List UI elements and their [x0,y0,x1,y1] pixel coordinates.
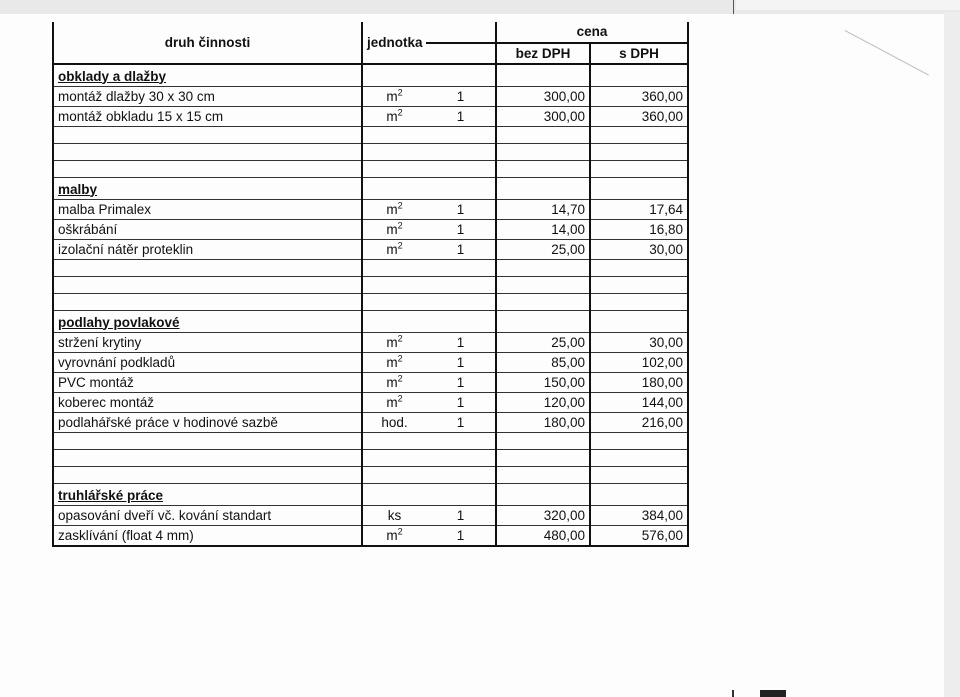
item-qty: 1 [426,413,496,433]
table-row [53,333,688,353]
item-price-vat: 384,00 [590,506,688,526]
unit-text: ks [387,507,402,523]
item-qty: 1 [426,373,496,393]
item-unit [362,87,426,107]
empty-cell [496,450,590,467]
section-title: malby [53,178,362,200]
empty-cell [496,433,590,450]
empty-cell [362,294,426,311]
scan-edge-right [944,12,960,697]
unit-exponent: 2 [397,333,403,343]
empty-cell [496,178,590,200]
item-qty: 1 [426,200,496,220]
unit-exponent: 2 [397,200,403,210]
table-body [53,64,688,546]
header-qty-spacer [426,22,496,43]
item-unit [362,240,426,260]
empty-cell [362,467,426,484]
empty-cell [53,260,362,277]
item-qty: 1 [426,353,496,373]
item-price: 150,00 [496,373,590,393]
empty-cell [362,144,426,161]
empty-cell [496,484,590,506]
unit-exponent: 2 [397,373,403,383]
scan-mark-bottom-bar [760,690,786,697]
item-qty: 1 [426,240,496,260]
item-unit [362,353,426,373]
item-qty: 1 [426,506,496,526]
unit-text: m [386,527,398,543]
empty-cell [590,294,688,311]
unit-exponent: 2 [397,240,403,250]
spacer-row [53,127,688,144]
empty-cell [590,64,688,87]
item-qty: 1 [426,333,496,353]
item-name: opasování dveří vč. kování standart [53,506,362,526]
empty-cell [496,260,590,277]
empty-cell [362,161,426,178]
empty-cell [496,294,590,311]
item-price: 180,00 [496,413,590,433]
table-row [53,107,688,127]
table-row [53,393,688,413]
empty-cell [362,433,426,450]
empty-cell [496,127,590,144]
item-name: oškrábání [53,220,362,240]
item-price-vat: 30,00 [590,333,688,353]
empty-cell [362,277,426,294]
table-row [53,373,688,393]
empty-cell [590,260,688,277]
scan-edge-top-right [736,0,960,10]
item-unit [362,393,426,413]
section-title: truhlářské práce [53,484,362,506]
empty-cell [426,127,496,144]
price-table [52,22,689,547]
header-without-vat: bez DPH [496,43,590,64]
table-row [53,413,688,433]
empty-cell [53,467,362,484]
table-row [53,353,688,373]
item-unit [362,333,426,353]
unit-text: m [386,108,398,124]
header-qty-spacer-2 [426,43,496,64]
empty-cell [496,144,590,161]
empty-cell [362,127,426,144]
empty-cell [426,144,496,161]
item-unit [362,107,426,127]
empty-cell [362,484,426,506]
empty-cell [53,450,362,467]
item-qty: 1 [426,526,496,547]
empty-cell [362,450,426,467]
empty-cell [53,277,362,294]
header-price: cena [496,22,688,43]
item-price-vat: 360,00 [590,87,688,107]
item-price-vat: 144,00 [590,393,688,413]
empty-cell [590,161,688,178]
unit-text: m [386,88,398,104]
section-header-row [53,311,688,333]
unit-text: m [386,374,398,390]
spacer-row [53,144,688,161]
item-price: 85,00 [496,353,590,373]
item-unit [362,373,426,393]
item-price-vat: 216,00 [590,413,688,433]
empty-cell [426,178,496,200]
item-unit [362,413,426,433]
empty-cell [496,277,590,294]
table-row [53,506,688,526]
empty-cell [426,277,496,294]
scan-mark-bottom [732,690,734,697]
spacer-row [53,277,688,294]
section-header-row [53,178,688,200]
empty-cell [426,467,496,484]
item-name: izolační nátěr proteklin [53,240,362,260]
table-row [53,87,688,107]
item-price: 300,00 [496,107,590,127]
scan-mark [733,0,734,14]
item-name: malba Primalex [53,200,362,220]
item-price-vat: 17,64 [590,200,688,220]
item-qty: 1 [426,107,496,127]
item-price: 25,00 [496,333,590,353]
unit-text: hod. [381,414,408,430]
item-unit [362,526,426,547]
empty-cell [362,178,426,200]
empty-cell [590,127,688,144]
empty-cell [590,433,688,450]
item-name: zasklívání (float 4 mm) [53,526,362,547]
empty-cell [426,294,496,311]
item-name: podlahářské práce v hodinové sazbě [53,413,362,433]
empty-cell [426,161,496,178]
spacer-row [53,294,688,311]
empty-cell [496,161,590,178]
unit-exponent: 2 [397,526,403,536]
item-price-vat: 16,80 [590,220,688,240]
empty-cell [362,260,426,277]
empty-cell [496,467,590,484]
section-title: obklady a dlažby [53,64,362,87]
spacer-row [53,433,688,450]
empty-cell [496,64,590,87]
empty-cell [590,484,688,506]
empty-cell [53,161,362,178]
item-price: 14,70 [496,200,590,220]
empty-cell [590,178,688,200]
item-name: vyrovnání podkladů [53,353,362,373]
spacer-row [53,260,688,277]
empty-cell [53,294,362,311]
empty-cell [590,277,688,294]
item-price-vat: 30,00 [590,240,688,260]
empty-cell [53,127,362,144]
item-qty: 1 [426,393,496,413]
empty-cell [590,144,688,161]
unit-exponent: 2 [397,107,403,117]
item-qty: 1 [426,220,496,240]
table-row [53,200,688,220]
section-header-row [53,64,688,87]
item-unit [362,200,426,220]
item-price-vat: 102,00 [590,353,688,373]
item-unit [362,220,426,240]
header-row-top [53,22,688,43]
empty-cell [426,484,496,506]
item-name: montáž dlažby 30 x 30 cm [53,87,362,107]
unit-text: m [386,334,398,350]
header-activity: druh činnosti [53,22,362,64]
header-unit: jednotka [362,22,426,64]
item-unit [362,506,426,526]
table-row [53,220,688,240]
unit-text: m [386,221,398,237]
item-price-vat: 360,00 [590,107,688,127]
empty-cell [426,311,496,333]
price-list-sheet [52,22,687,543]
item-name: koberec montáž [53,393,362,413]
spacer-row [53,161,688,178]
unit-text: m [386,394,398,410]
item-price: 300,00 [496,87,590,107]
unit-text: m [386,241,398,257]
header-with-vat: s DPH [590,43,688,64]
section-header-row [53,484,688,506]
unit-exponent: 2 [397,353,403,363]
item-price-vat: 180,00 [590,373,688,393]
unit-exponent: 2 [397,87,403,97]
empty-cell [590,450,688,467]
item-name: PVC montáž [53,373,362,393]
item-qty: 1 [426,87,496,107]
scan-streak [845,30,929,75]
item-name: stržení krytiny [53,333,362,353]
empty-cell [496,311,590,333]
unit-text: m [386,354,398,370]
empty-cell [53,433,362,450]
item-price-vat: 576,00 [590,526,688,547]
unit-exponent: 2 [397,220,403,230]
spacer-row [53,450,688,467]
empty-cell [362,311,426,333]
table-row [53,526,688,547]
empty-cell [590,467,688,484]
item-price: 120,00 [496,393,590,413]
empty-cell [362,64,426,87]
empty-cell [426,260,496,277]
item-price: 480,00 [496,526,590,547]
item-price: 14,00 [496,220,590,240]
unit-text: m [386,201,398,217]
item-name: montáž obkladu 15 x 15 cm [53,107,362,127]
empty-cell [590,311,688,333]
unit-exponent: 2 [397,393,403,403]
empty-cell [426,450,496,467]
empty-cell [53,144,362,161]
item-price: 320,00 [496,506,590,526]
section-title: podlahy povlakové [53,311,362,333]
spacer-row [53,467,688,484]
item-price: 25,00 [496,240,590,260]
table-row [53,240,688,260]
empty-cell [426,64,496,87]
empty-cell [426,433,496,450]
